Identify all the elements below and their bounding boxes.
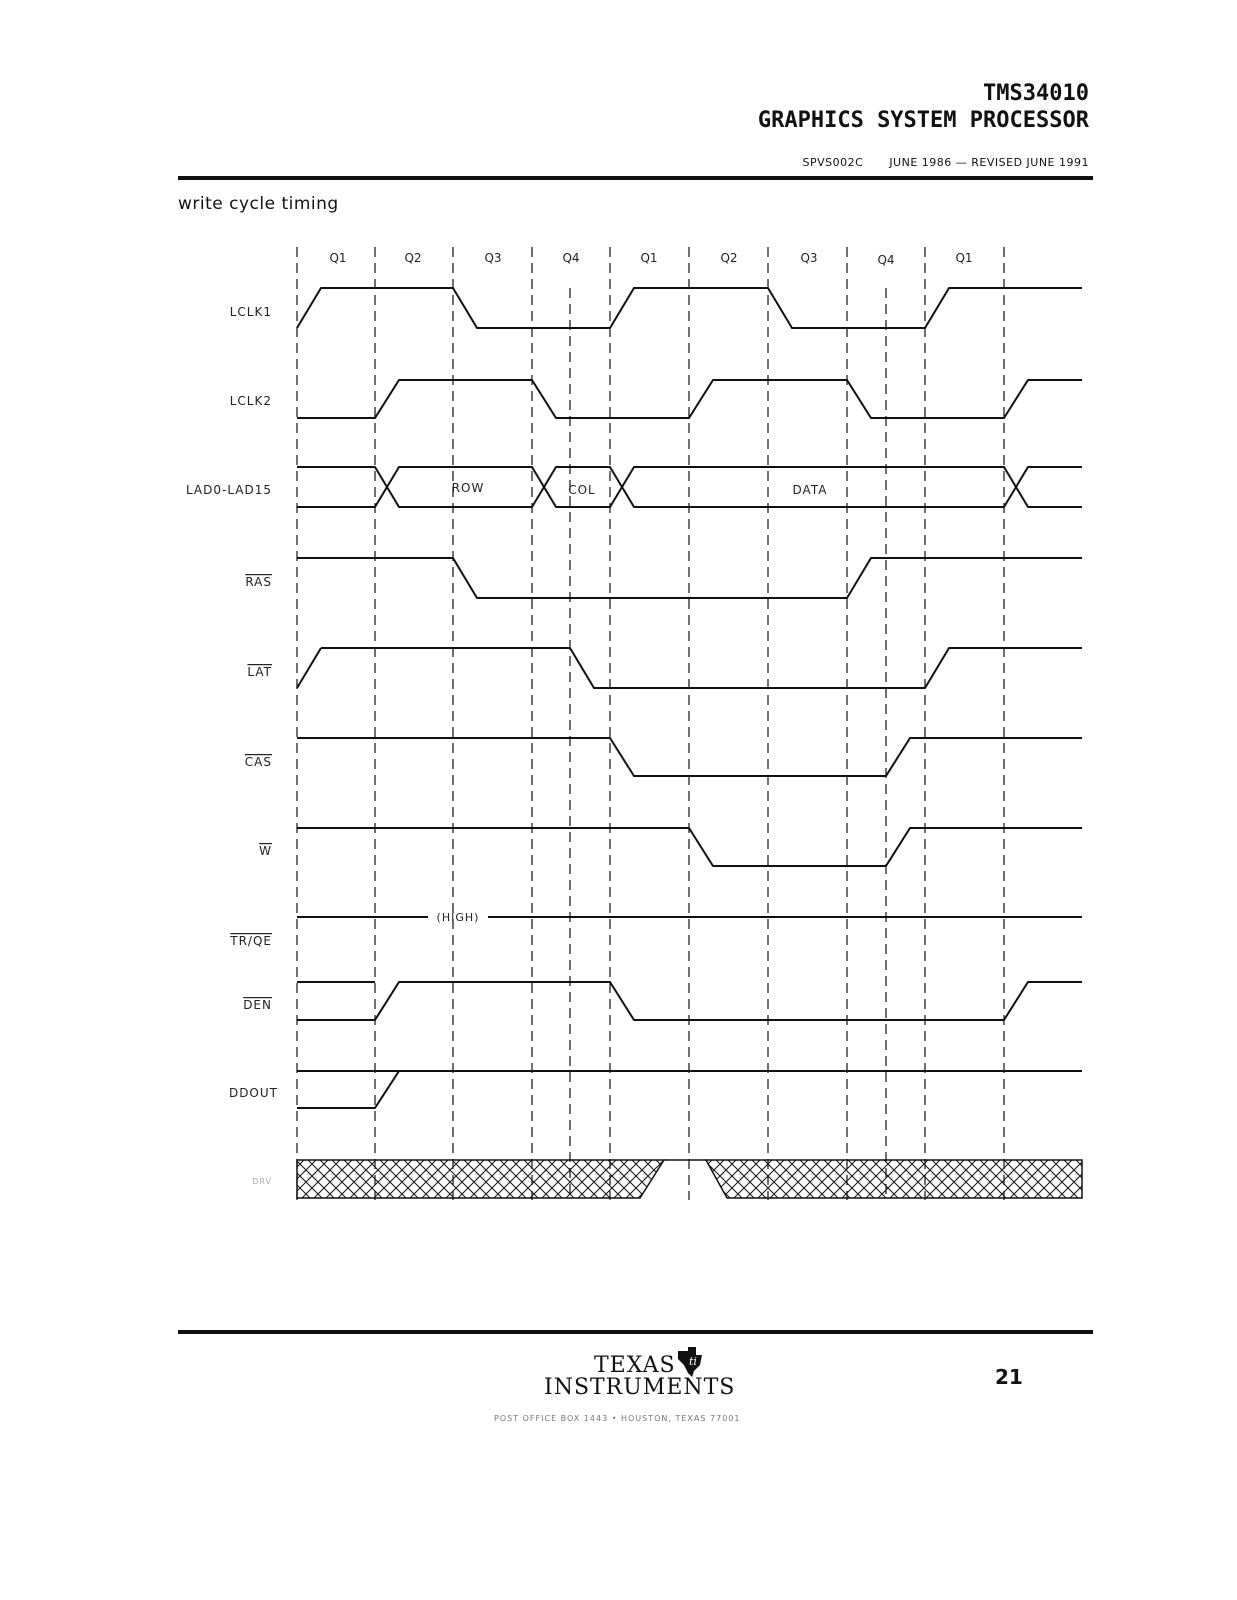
signal-label-lclk1: LCLK1 bbox=[229, 305, 272, 319]
phase-label: Q3 bbox=[800, 251, 818, 265]
part-number: TMS34010 bbox=[983, 81, 1089, 106]
phase-label: Q4 bbox=[877, 253, 895, 267]
signal-label-drv: DRV bbox=[252, 1177, 272, 1186]
tr-qe-high-label: (HIGH) bbox=[436, 911, 480, 924]
phase-gridlines bbox=[297, 247, 1004, 1200]
logo-line2: INSTRUMENTS bbox=[544, 1375, 736, 1400]
ti-logo bbox=[540, 1355, 790, 1399]
phase-label: Q1 bbox=[640, 251, 658, 265]
signal-label-lclk2: LCLK2 bbox=[229, 394, 272, 408]
phase-label: Q4 bbox=[562, 251, 580, 265]
bus-label-col: COL bbox=[568, 483, 596, 497]
section-title: write cycle timing bbox=[178, 194, 339, 214]
product-name: GRAPHICS SYSTEM PROCESSOR bbox=[757, 108, 1089, 133]
phase-label: Q1 bbox=[955, 251, 973, 265]
signal-label-ddout: DDOUT bbox=[228, 1086, 278, 1100]
signal-label-w: W bbox=[259, 844, 272, 858]
signal-label-lat: LAT bbox=[247, 665, 272, 679]
ti-address: POST OFFICE BOX 1443 • HOUSTON, TEXAS 77001 bbox=[494, 1414, 741, 1423]
texas-instruments-icon bbox=[674, 1345, 706, 1379]
signal-label-tr-qe: TR/QE bbox=[230, 934, 272, 948]
bus-label-data: DATA bbox=[792, 483, 828, 497]
signal-label-den: DEN bbox=[243, 998, 272, 1012]
phase-label: Q2 bbox=[404, 251, 422, 265]
phase-label: Q3 bbox=[484, 251, 502, 265]
page-number: 21 bbox=[995, 1365, 1023, 1389]
signal-label-lad: LAD0-LAD15 bbox=[185, 483, 272, 497]
waveform-lat-start bbox=[297, 648, 321, 688]
doc-number: SPVS002C bbox=[802, 156, 864, 169]
logo-line1: TEXAS bbox=[594, 1353, 676, 1378]
revision-date: JUNE 1986 — REVISED JUNE 1991 bbox=[889, 156, 1089, 169]
phase-label: Q1 bbox=[329, 251, 347, 265]
signal-label-cas: CAS bbox=[244, 755, 272, 769]
bus-label-row: ROW bbox=[451, 481, 485, 495]
phase-labels bbox=[329, 251, 972, 267]
waveform-lclk1 bbox=[297, 288, 1082, 328]
footer-rule bbox=[178, 1330, 1093, 1334]
drv-hatched-region-2 bbox=[706, 1160, 1082, 1198]
phase-label: Q2 bbox=[720, 251, 738, 265]
drv-hatched-region-1 bbox=[297, 1160, 664, 1198]
waveform-ddout bbox=[297, 1071, 399, 1108]
signal-label-ras: RAS bbox=[245, 575, 272, 589]
waveform-lat bbox=[321, 648, 1082, 688]
svg-text:ti: ti bbox=[689, 1355, 697, 1368]
signal-labels bbox=[186, 305, 278, 1186]
